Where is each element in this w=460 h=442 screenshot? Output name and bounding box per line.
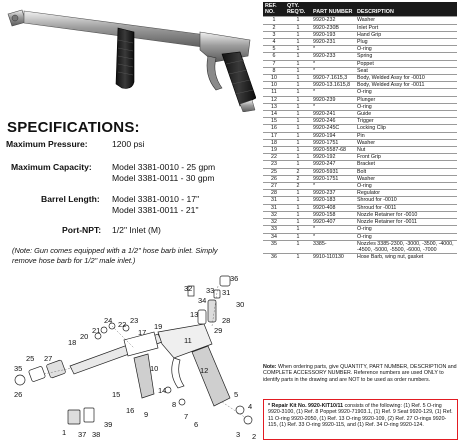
cell-desc: Washer bbox=[355, 139, 457, 146]
spec-value: 1200 psi bbox=[112, 139, 145, 149]
callout-label: 25 bbox=[26, 354, 35, 363]
cell-ref: 34 bbox=[263, 233, 285, 240]
callout-label: 36 bbox=[230, 274, 239, 283]
callout-label: 39 bbox=[104, 420, 113, 429]
table-row bbox=[263, 219, 457, 226]
cell-ref: 32 bbox=[263, 219, 285, 226]
cell-part: 9920-232 bbox=[311, 17, 355, 24]
cell-part: 9920-158 bbox=[311, 211, 355, 218]
col-header-ref: REF. NO. bbox=[263, 2, 285, 17]
cell-desc: Front Grip bbox=[355, 154, 457, 161]
spec-value: 1/2" Inlet (M) bbox=[112, 225, 161, 235]
cell-part: 9920-7.1615,3 bbox=[311, 75, 355, 82]
cell-ref: 13 bbox=[263, 103, 285, 110]
cell-qty: 1 bbox=[285, 75, 311, 82]
cell-part: 9920-183 bbox=[311, 197, 355, 204]
cell-part: 9920-245C bbox=[311, 125, 355, 132]
cell-ref: 1 bbox=[263, 17, 285, 24]
cell-ref: 5 bbox=[263, 46, 285, 53]
table-row bbox=[263, 111, 457, 118]
cell-part: 9920-231 bbox=[311, 39, 355, 46]
callout-label: 8 bbox=[172, 400, 177, 409]
cell-part: 9920-192 bbox=[311, 154, 355, 161]
cell-part: * bbox=[311, 89, 355, 96]
diagram-callouts bbox=[14, 274, 256, 440]
hose-barb-note: (Note: Gun comes equipped with a 1/2" hose barb inlet. Simply remove hose barb for 1/2" male inlet.) bbox=[12, 246, 218, 265]
cell-desc: Hand Grip bbox=[355, 31, 457, 38]
callout-label: 28 bbox=[222, 316, 231, 325]
callout-label: 12 bbox=[200, 366, 209, 375]
cell-part: 9920-193 bbox=[311, 31, 355, 38]
callout-label: 34 bbox=[198, 296, 207, 305]
table-row bbox=[263, 60, 457, 67]
cell-ref: 28 bbox=[263, 190, 285, 197]
table-row bbox=[263, 103, 457, 110]
table-row bbox=[263, 168, 457, 175]
cell-qty: 1 bbox=[285, 132, 311, 139]
cell-ref: 4 bbox=[263, 39, 285, 46]
cell-qty: 1 bbox=[285, 46, 311, 53]
cell-part: * bbox=[311, 60, 355, 67]
callout-label: 19 bbox=[154, 322, 163, 331]
spec-label: Port-NPT: bbox=[62, 225, 102, 235]
cell-desc: Washer bbox=[355, 175, 457, 182]
cell-desc: Inlet Port bbox=[355, 24, 457, 31]
cell-qty: 1 bbox=[285, 233, 311, 240]
cell-qty: 1 bbox=[285, 17, 311, 24]
cell-ref: 18 bbox=[263, 139, 285, 146]
cell-ref: 2 bbox=[263, 24, 285, 31]
cell-desc: Guide bbox=[355, 111, 457, 118]
cell-ref: 12 bbox=[263, 96, 285, 103]
cell-desc: Body, Welded Assy for -0011 bbox=[355, 82, 457, 89]
callout-label: 1 bbox=[62, 428, 67, 437]
cell-qty: 1 bbox=[285, 111, 311, 118]
callout-label: 22 bbox=[118, 320, 127, 329]
table-row bbox=[263, 226, 457, 233]
cell-part: 9920-247 bbox=[311, 161, 355, 168]
cell-ref: 27 bbox=[263, 183, 285, 190]
cell-qty: 1 bbox=[285, 154, 311, 161]
cell-desc: Pin bbox=[355, 132, 457, 139]
table-row bbox=[263, 82, 457, 89]
cell-ref: 23 bbox=[263, 161, 285, 168]
cell-desc: Nozzles 3385-2300, -3000, -3500, -4000, -4500, -5000, -5500, -6000, -7000 bbox=[355, 240, 457, 253]
cell-qty: 1 bbox=[285, 96, 311, 103]
cell-part: 9920-1751 bbox=[311, 175, 355, 182]
callout-label: 29 bbox=[214, 326, 223, 335]
table-row bbox=[263, 139, 457, 146]
cell-desc: O-ring bbox=[355, 183, 457, 190]
cell-desc: O-ring bbox=[355, 46, 457, 53]
callout-label: 27 bbox=[44, 354, 53, 363]
cell-ref: 25 bbox=[263, 168, 285, 175]
cell-qty: 1 bbox=[285, 226, 311, 233]
table-row bbox=[263, 147, 457, 154]
spec-label: Maximum Capacity: bbox=[11, 162, 92, 172]
cell-ref: 10 bbox=[263, 75, 285, 82]
cell-part: * bbox=[311, 183, 355, 190]
callout-label: 14 bbox=[158, 386, 167, 395]
cell-part: 9920-241 bbox=[311, 111, 355, 118]
cell-qty: 1 bbox=[285, 118, 311, 125]
col-header-desc: DESCRIPTION bbox=[355, 2, 457, 17]
spray-gun-photo bbox=[4, 4, 256, 112]
cell-desc: Nozzle Retainer for -0011 bbox=[355, 219, 457, 226]
table-row bbox=[263, 31, 457, 38]
table-row bbox=[263, 161, 457, 168]
repair-kit-text: consists of the following: (1) Ref. 5 O-ring 9920-3100, (1) Ref. 8 Poppet 9920-71903.1, (1) Ref. 9 Seat 9920-129, (1) Ref. 11 O-ring 9920-2050, (1) Ref. 13 O-ring 9920-109, (2) Ref. 27 O-rings 9920-115, (1) Ref. 33 O-ring 9920-115, and (1) Ref. 34 O-ring 9920-124. bbox=[268, 403, 453, 429]
table-row bbox=[263, 211, 457, 218]
table-row bbox=[263, 118, 457, 125]
cell-qty: 1 bbox=[285, 89, 311, 96]
cell-ref: 16 bbox=[263, 125, 285, 132]
callout-label: 4 bbox=[248, 402, 253, 411]
table-row bbox=[263, 53, 457, 60]
cell-part: 9910-110130 bbox=[311, 254, 355, 261]
cell-desc: Bolt bbox=[355, 168, 457, 175]
cell-qty: 1 bbox=[285, 147, 311, 154]
cell-qty: 1 bbox=[285, 39, 311, 46]
table-row bbox=[263, 154, 457, 161]
cell-desc: Body, Welded Assy for -0010 bbox=[355, 75, 457, 82]
cell-desc: Shroud for -0011 bbox=[355, 204, 457, 211]
col-header-part: PART NUMBER bbox=[311, 2, 355, 17]
cell-part: 9920-407 bbox=[311, 219, 355, 226]
table-row bbox=[263, 190, 457, 197]
callout-label: 11 bbox=[184, 336, 192, 345]
cell-part: * bbox=[311, 233, 355, 240]
callout-label: 18 bbox=[68, 338, 77, 347]
parts-table-header bbox=[263, 2, 457, 17]
cell-desc: O-ring bbox=[355, 233, 457, 240]
callout-label: 38 bbox=[92, 430, 101, 439]
cell-part: 9920-5931 bbox=[311, 168, 355, 175]
cell-ref: 8 bbox=[263, 67, 285, 74]
parts-table bbox=[263, 2, 457, 260]
callout-label: 35 bbox=[14, 364, 23, 373]
table-row bbox=[263, 24, 457, 31]
cell-qty: 1 bbox=[285, 190, 311, 197]
table-row bbox=[263, 132, 457, 139]
cell-ref: 33 bbox=[263, 226, 285, 233]
table-row bbox=[263, 96, 457, 103]
cell-qty: 1 bbox=[285, 240, 311, 253]
cell-ref: 15 bbox=[263, 118, 285, 125]
exploded-parts-diagram bbox=[8, 270, 256, 440]
callout-label: 16 bbox=[126, 406, 135, 415]
cell-desc: Trigger bbox=[355, 118, 457, 125]
ordering-note bbox=[263, 364, 457, 383]
table-row bbox=[263, 67, 457, 74]
callout-label: 2 bbox=[252, 432, 256, 440]
callout-label: 5 bbox=[234, 390, 239, 399]
specifications-title: SPECIFICATIONS: bbox=[7, 119, 140, 136]
cell-desc: Bracket bbox=[355, 161, 457, 168]
spec-label: Maximum Pressure: bbox=[6, 139, 88, 149]
callout-label: 31 bbox=[222, 288, 231, 297]
cell-ref: 32 bbox=[263, 211, 285, 218]
table-row bbox=[263, 125, 457, 132]
cell-qty: 1 bbox=[285, 204, 311, 211]
callout-label: 23 bbox=[130, 316, 139, 325]
table-row bbox=[263, 17, 457, 24]
cell-desc: Locking Clip bbox=[355, 125, 457, 132]
cell-desc: Seat bbox=[355, 67, 457, 74]
spec-value: Model 3381-0011 - 30 gpm bbox=[112, 173, 215, 183]
cell-qty: 1 bbox=[285, 161, 311, 168]
callout-label: 21 bbox=[92, 326, 101, 335]
cell-ref: 3 bbox=[263, 31, 285, 38]
cell-qty: 1 bbox=[285, 24, 311, 31]
cell-part: 9920-5587-68 bbox=[311, 147, 355, 154]
callout-label: 37 bbox=[78, 430, 87, 439]
cell-desc: Poppet bbox=[355, 60, 457, 67]
cell-ref: 31 bbox=[263, 197, 285, 204]
cell-part: 9920-233 bbox=[311, 53, 355, 60]
cell-desc: Plunger bbox=[355, 96, 457, 103]
cell-qty: 2 bbox=[285, 175, 311, 182]
cell-part: 9920-237 bbox=[311, 190, 355, 197]
table-row bbox=[263, 46, 457, 53]
cell-part: 9920-1751 bbox=[311, 139, 355, 146]
cell-part: 9920-246 bbox=[311, 118, 355, 125]
cell-ref: 26 bbox=[263, 175, 285, 182]
callout-label: 33 bbox=[206, 286, 215, 295]
cell-ref: 7 bbox=[263, 60, 285, 67]
cell-desc: Shroud for -0010 bbox=[355, 197, 457, 204]
cell-ref: 11 bbox=[263, 89, 285, 96]
table-row bbox=[263, 39, 457, 46]
cell-desc: Nozzle Retainer for -0010 bbox=[355, 211, 457, 218]
callout-label: 24 bbox=[104, 316, 113, 325]
cell-part: 3385- bbox=[311, 240, 355, 253]
note-lead: Note: bbox=[263, 364, 277, 370]
spec-value: Model 3381-0010 - 25 gpm bbox=[112, 162, 216, 172]
cell-desc: Washer bbox=[355, 17, 457, 24]
callout-label: 9 bbox=[144, 410, 149, 419]
table-row bbox=[263, 175, 457, 182]
cell-desc: O-ring bbox=[355, 226, 457, 233]
cell-qty: 1 bbox=[285, 53, 311, 60]
callout-label: 3 bbox=[236, 430, 241, 439]
cell-ref: 6 bbox=[263, 53, 285, 60]
table-row bbox=[263, 254, 457, 261]
table-row bbox=[263, 89, 457, 96]
cell-qty: 1 bbox=[285, 197, 311, 204]
cell-desc: O-ring bbox=[355, 103, 457, 110]
cell-qty: 1 bbox=[285, 139, 311, 146]
callout-label: 26 bbox=[14, 390, 23, 399]
callout-label: 10 bbox=[150, 364, 159, 373]
cell-qty: 2 bbox=[285, 168, 311, 175]
cell-qty: 1 bbox=[285, 125, 311, 132]
spec-value: Model 3381-0011 - 21" bbox=[112, 205, 199, 215]
callout-label: 6 bbox=[194, 420, 199, 429]
cell-part: * bbox=[311, 46, 355, 53]
table-row bbox=[263, 183, 457, 190]
spec-label: Barrel Length: bbox=[41, 194, 100, 204]
cell-qty: 1 bbox=[285, 254, 311, 261]
callout-label: 7 bbox=[184, 412, 189, 421]
callout-label: 15 bbox=[112, 390, 121, 399]
callout-label: 20 bbox=[80, 332, 89, 341]
cell-ref: 36 bbox=[263, 254, 285, 261]
cell-part: * bbox=[311, 226, 355, 233]
cell-desc: Nut bbox=[355, 147, 457, 154]
cell-part: * bbox=[311, 67, 355, 74]
cell-part: 9920-230B bbox=[311, 24, 355, 31]
cell-qty: 1 bbox=[285, 67, 311, 74]
table-row bbox=[263, 233, 457, 240]
cell-desc: Regulator bbox=[355, 190, 457, 197]
cell-part: * bbox=[311, 103, 355, 110]
cell-part: 9920-13.1615,8 bbox=[311, 82, 355, 89]
callout-label: 13 bbox=[190, 310, 199, 319]
cell-ref: 17 bbox=[263, 132, 285, 139]
callout-label: 32 bbox=[184, 284, 193, 293]
callout-label: 30 bbox=[236, 300, 245, 309]
cell-desc: Hose Barb, wing nut, gasket bbox=[355, 254, 457, 261]
note-text: When ordering parts, give QUANTITY, PART NUMBER, DESCRIPTION and COMPLETE ACCESSORY NUMBER. Reference numbers are used ONLY to identify parts in the drawing and are NOT to be used as order numbers. bbox=[263, 364, 457, 383]
col-header-qty: QTY. REQ'D. bbox=[285, 2, 311, 17]
cell-qty: 1 bbox=[285, 82, 311, 89]
cell-qty: 2 bbox=[285, 183, 311, 190]
cell-part: 9920-239 bbox=[311, 96, 355, 103]
table-row bbox=[263, 240, 457, 253]
cell-qty: 1 bbox=[285, 211, 311, 218]
cell-desc: Plug bbox=[355, 39, 457, 46]
cell-ref: 10 bbox=[263, 82, 285, 89]
cell-ref: 19 bbox=[263, 147, 285, 154]
cell-ref: 35 bbox=[263, 240, 285, 253]
cell-qty: 1 bbox=[285, 31, 311, 38]
cell-qty: 1 bbox=[285, 103, 311, 110]
repair-kit-box bbox=[263, 399, 458, 440]
cell-qty: 1 bbox=[285, 60, 311, 67]
callout-label: 17 bbox=[138, 328, 147, 337]
cell-part: 9920-194 bbox=[311, 132, 355, 139]
table-row bbox=[263, 75, 457, 82]
cell-qty: 1 bbox=[285, 219, 311, 226]
cell-desc: O-ring bbox=[355, 89, 457, 96]
cell-ref: 22 bbox=[263, 154, 285, 161]
table-row bbox=[263, 204, 457, 211]
cell-ref: 14 bbox=[263, 111, 285, 118]
repair-kit-title: * Repair Kit No. 9920-KIT10/11 bbox=[268, 403, 344, 409]
table-row bbox=[263, 197, 457, 204]
spec-value: Model 3381-0010 - 17" bbox=[112, 194, 200, 204]
cell-desc: Spring bbox=[355, 53, 457, 60]
cell-part: 9920-408 bbox=[311, 204, 355, 211]
cell-ref: 31 bbox=[263, 204, 285, 211]
